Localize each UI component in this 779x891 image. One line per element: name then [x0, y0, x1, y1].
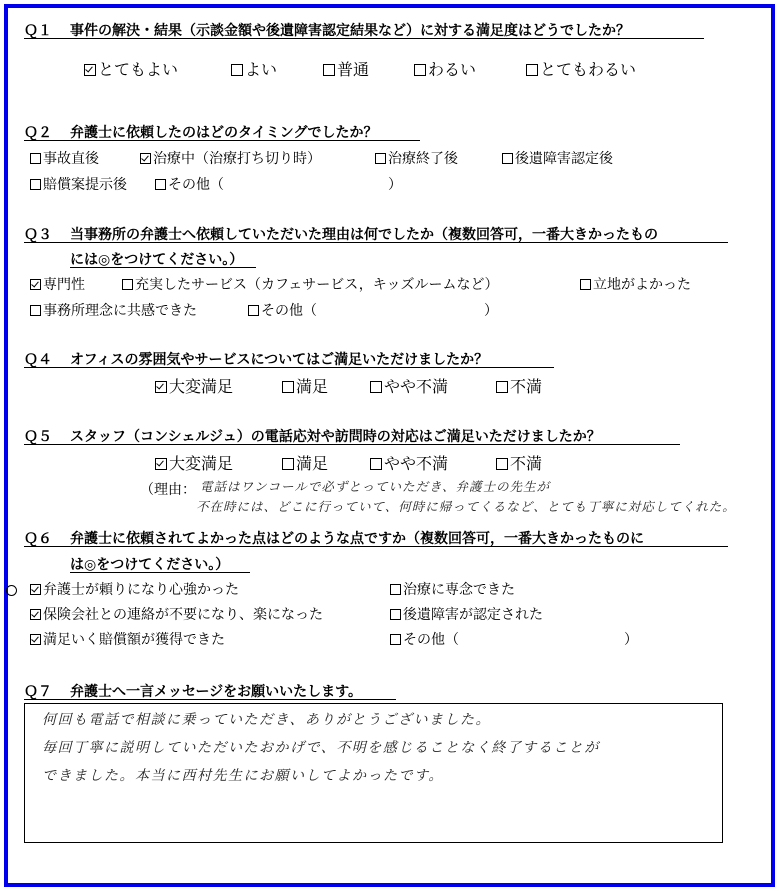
checkbox-icon[interactable] [502, 153, 513, 164]
q6-heading: Ｑ６ 弁護士に依頼されてよかった点はどのような点ですか（複数回答可，一番大きかったものに [24, 531, 644, 547]
checkbox-icon[interactable] [155, 179, 166, 190]
checkbox-icon[interactable] [414, 64, 426, 76]
checkbox-icon[interactable] [370, 381, 382, 393]
checkbox-icon[interactable] [370, 458, 382, 470]
q4-option-slightly-unsatisfied[interactable]: やや不満 [370, 374, 448, 397]
checkbox-icon[interactable] [30, 305, 41, 316]
q5-reason-label: （理由： [140, 482, 196, 498]
q6-underline [24, 546, 728, 547]
q3-option-location[interactable]: 立地がよかった [580, 274, 691, 294]
q7-heading: Ｑ７ 弁護士へ一言メッセージをお願いいたします。 [24, 684, 363, 700]
checkbox-checked-icon[interactable] [30, 609, 41, 620]
checkbox-icon[interactable] [248, 305, 259, 316]
q1-option-very-good[interactable]: とてもよい [84, 57, 178, 80]
q2-option-after-certification[interactable]: 後遺障害認定後 [502, 148, 613, 168]
q1-option-normal[interactable]: 普通 [323, 57, 369, 80]
q1-heading: Ｑ１ 事件の解決・結果（示談金額や後遺障害認定結果など）に対する満足度はどうでしたか？ [24, 23, 630, 39]
q3-heading-cont: には◎をつけてください。） [70, 252, 244, 268]
q4-option-unsatisfied[interactable]: 不満 [496, 374, 542, 397]
q6-underline-2 [70, 572, 250, 573]
checkbox-icon[interactable] [580, 279, 591, 290]
message-line-3: できました。本当に西村先生にお願いしてよかったです。 [42, 768, 444, 784]
message-line-2: 毎回丁寧に説明していただいたおかげで、不明を感じることなく終了することが [42, 740, 600, 756]
q6-option-no-insurance-contact[interactable]: 保険会社との連絡が不要になり、楽になった [30, 604, 323, 624]
q6-option-satisfactory-compensation[interactable]: 満足いく賠償額が獲得できた [30, 629, 225, 649]
q6-option-focus-treatment[interactable]: 治療に専念できた [390, 579, 515, 599]
q4-option-satisfied[interactable]: 満足 [282, 374, 328, 397]
q3-underline [24, 242, 728, 243]
q3-underline-2 [70, 267, 256, 268]
q5-reason-line-2: 不在時には、どこに行っていて、何時に帰ってくるなど、とても丁寧に対応してくれた。 [196, 499, 736, 514]
checkbox-icon[interactable] [30, 153, 41, 164]
q1-underline [24, 38, 704, 39]
q5-underline [24, 444, 680, 445]
q1-option-very-bad[interactable]: とてもわるい [526, 57, 636, 80]
checkbox-checked-icon[interactable] [155, 381, 167, 393]
double-circle-mark-icon [6, 585, 17, 596]
message-line-1: 何回も電話で相談に乗っていただき、ありがとうございました。 [42, 712, 491, 728]
q6-other-close: ） [624, 632, 638, 648]
checkbox-icon[interactable] [496, 458, 508, 470]
q5-reason-line-1: 電話はワンコールで必ずとっていただき、弁護士の先生が [200, 479, 551, 494]
q2-option-right-after[interactable]: 事故直後 [30, 148, 99, 168]
q6-heading-cont: は◎をつけてください。） [70, 557, 230, 573]
checkbox-icon[interactable] [282, 381, 294, 393]
checkbox-icon[interactable] [323, 64, 335, 76]
q2-option-after-treatment[interactable]: 治療終了後 [375, 148, 458, 168]
q6-option-reliable[interactable]: 弁護士が頼りになり心強かった [30, 579, 239, 599]
q1-option-good[interactable]: よい [231, 57, 277, 80]
q3-other-close: ） [484, 303, 498, 319]
q4-option-very-satisfied[interactable]: 大変満足 [155, 374, 233, 397]
checkbox-icon[interactable] [390, 634, 401, 645]
checkbox-icon[interactable] [375, 153, 386, 164]
q2-option-other[interactable]: その他（ [155, 174, 224, 194]
q6-option-other[interactable]: その他（ [390, 629, 459, 649]
q3-option-expertise[interactable]: 専門性 [30, 274, 85, 294]
checkbox-icon[interactable] [390, 609, 401, 620]
q4-underline [24, 367, 554, 368]
checkbox-icon[interactable] [122, 279, 133, 290]
q6-option-disability-certified[interactable]: 後遺障害が認定された [390, 604, 543, 624]
checkbox-icon[interactable] [30, 179, 41, 190]
q3-option-other[interactable]: その他（ [248, 300, 317, 320]
q3-heading: Ｑ３ 当事務所の弁護士へ依頼していただいた理由は何でしたか（複数回答可，一番大きかったもの [24, 227, 658, 243]
q7-underline [24, 699, 396, 700]
q5-heading: Ｑ５ スタッフ（コンシェルジュ）の電話応対や訪問時の対応はご満足いただけましたか？ [24, 429, 601, 445]
checkbox-checked-icon[interactable] [84, 64, 96, 76]
checkbox-checked-icon[interactable] [30, 279, 41, 290]
q5-option-unsatisfied[interactable]: 不満 [496, 451, 542, 474]
checkbox-icon[interactable] [390, 584, 401, 595]
q1-option-bad[interactable]: わるい [414, 57, 476, 80]
q5-option-slightly-unsatisfied[interactable]: やや不満 [370, 451, 448, 474]
q2-option-during-treatment[interactable]: 治療中（治療打ち切り時） [140, 148, 321, 168]
checkbox-checked-icon[interactable] [30, 634, 41, 645]
checkbox-checked-icon[interactable] [30, 584, 41, 595]
checkbox-checked-icon[interactable] [140, 153, 151, 164]
q2-underline [24, 140, 420, 141]
q5-option-satisfied[interactable]: 満足 [282, 451, 328, 474]
checkbox-checked-icon[interactable] [155, 458, 167, 470]
checkbox-icon[interactable] [526, 64, 538, 76]
q2-option-after-proposal[interactable]: 賠償案提示後 [30, 174, 127, 194]
checkbox-icon[interactable] [282, 458, 294, 470]
q2-heading: Ｑ２ 弁護士に依頼したのはどのタイミングでしたか？ [24, 125, 378, 141]
q2-other-close: ） [388, 177, 402, 193]
q4-heading: Ｑ４ オフィスの雰囲気やサービスについてはご満足いただけましたか？ [24, 352, 489, 368]
checkbox-icon[interactable] [231, 64, 243, 76]
q3-option-philosophy[interactable]: 事務所理念に共感できた [30, 300, 197, 320]
checkbox-icon[interactable] [496, 381, 508, 393]
q5-option-very-satisfied[interactable]: 大変満足 [155, 451, 233, 474]
q3-option-services[interactable]: 充実したサービス（カフェサービス，キッズルームなど） [122, 274, 498, 294]
